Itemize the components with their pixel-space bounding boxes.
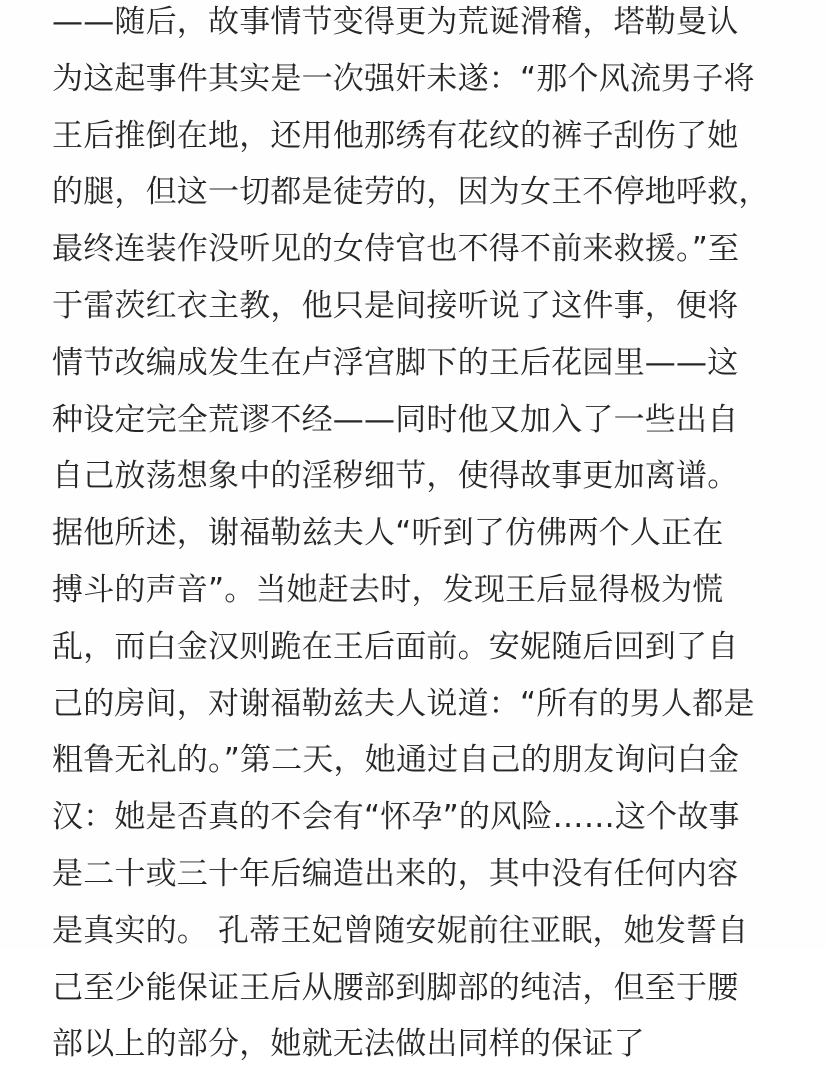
text-line: 的腿，但这一切都是徒劳的，因为女王不停地呼救， [52, 174, 770, 211]
text-line: 种设定完全荒谬不经——同时他又加入了一些出自 [52, 401, 739, 438]
text-line: 据他所述，谢福勒兹夫人“听到了仿佛两个人正在 [52, 515, 724, 552]
text-line: 王后推倒在地，还用他那绣有花纹的裤子刮伤了她 [52, 117, 739, 154]
text-line: 搏斗的声音”。当她赶去时，发现王后显得极为慌 [52, 571, 724, 608]
text-line: 于雷茨红衣主教，他只是间接听说了这件事，便将 [52, 287, 739, 324]
text-line: 是真实的。 孔蒂王妃曾随安妮前往亚眠，她发誓自 [52, 912, 749, 949]
text-line: 部以上的部分，她就无法做出同样的保证了 [52, 1026, 645, 1063]
text-line: 粗鲁无礼的。”第二天，她通过自己的朋友询问白金 [52, 742, 740, 779]
text-line: 是二十或三十年后编造出来的，其中没有任何内容 [52, 855, 739, 892]
article-text [52, 0, 792, 1073]
text-line: 情节改编成发生在卢浮宫脚下的王后花园里——这 [52, 344, 739, 381]
text-line: 乱，而白金汉则跪在王后面前。安妮随后回到了自 [52, 628, 739, 665]
text-line: 最终连装作没听见的女侍官也不得不前来救援。”至 [52, 231, 740, 268]
text-line: 己的房间，对谢福勒兹夫人说道：“所有的男人都是 [52, 685, 755, 722]
text-line: 汉：她是否真的不会有“怀孕”的风险……这个故事 [52, 799, 740, 836]
text-line: ——随后，故事情节变得更为荒诞滑稽，塔勒曼认 [52, 4, 739, 40]
text-line: 己至少能保证王后从腰部到脚部的纯洁，但至于腰 [52, 969, 739, 1006]
text-line: 自己放荡想象中的淫秽细节，使得故事更加离谱。 [52, 458, 739, 495]
text-line: 为这起事件其实是一次强奸未遂：“那个风流男子将 [52, 60, 755, 97]
